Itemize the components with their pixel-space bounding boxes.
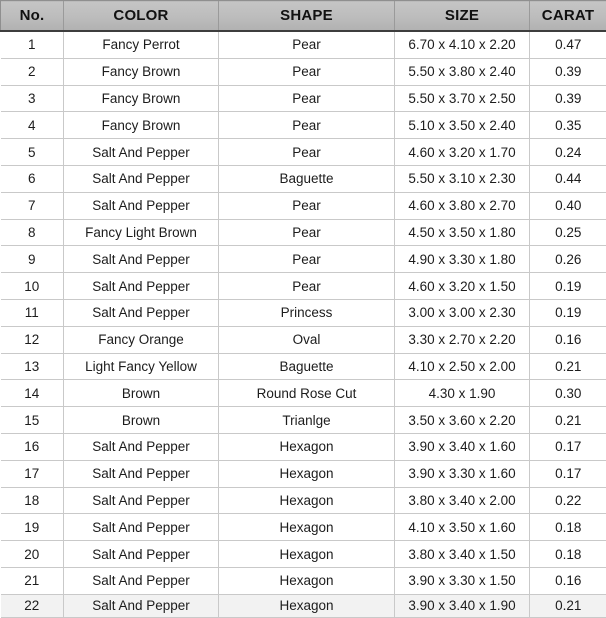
table-row [1,165,606,192]
cell-size: 4.90 x 3.30 x 1.80 [395,246,530,273]
cell-color: Fancy Light Brown [64,219,219,246]
cell-size: 5.50 x 3.80 x 2.40 [395,58,530,85]
cell-carat: 0.25 [530,219,606,246]
table-header [1,1,606,32]
cell-no: 21 [1,567,64,594]
cell-shape: Pear [219,192,395,219]
cell-carat: 0.39 [530,85,606,112]
cell-shape: Pear [219,139,395,166]
table-row [1,219,606,246]
cell-size: 5.50 x 3.70 x 2.50 [395,85,530,112]
column-header-shape: SHAPE [219,1,395,32]
cell-shape: Round Rose Cut [219,380,395,407]
cell-color: Fancy Orange [64,326,219,353]
table-row [1,353,606,380]
table-row [1,31,606,58]
cell-size: 5.10 x 3.50 x 2.40 [395,112,530,139]
cell-no: 6 [1,165,64,192]
cell-no: 4 [1,112,64,139]
cell-carat: 0.21 [530,353,606,380]
cell-no: 1 [1,31,64,58]
table-row [1,326,606,353]
cell-carat: 0.22 [530,487,606,514]
cell-size: 4.10 x 3.50 x 1.60 [395,514,530,541]
cell-shape: Pear [219,58,395,85]
table-row [1,594,606,617]
cell-shape: Pear [219,85,395,112]
cell-size: 4.50 x 3.50 x 1.80 [395,219,530,246]
table-row [1,58,606,85]
cell-color: Brown [64,380,219,407]
cell-shape: Oval [219,326,395,353]
table-row [1,139,606,166]
cell-carat: 0.17 [530,433,606,460]
cell-size: 3.50 x 3.60 x 2.20 [395,407,530,434]
cell-no: 7 [1,192,64,219]
cell-size: 4.60 x 3.20 x 1.70 [395,139,530,166]
cell-carat: 0.21 [530,594,606,617]
cell-carat: 0.26 [530,246,606,273]
cell-color: Salt And Pepper [64,139,219,166]
cell-color: Salt And Pepper [64,246,219,273]
table-row [1,407,606,434]
table-body [1,31,606,617]
cell-shape: Hexagon [219,487,395,514]
cell-carat: 0.17 [530,460,606,487]
cell-size: 3.90 x 3.30 x 1.50 [395,567,530,594]
cell-no: 19 [1,514,64,541]
cell-shape: Princess [219,299,395,326]
cell-no: 17 [1,460,64,487]
cell-color: Salt And Pepper [64,460,219,487]
cell-color: Salt And Pepper [64,567,219,594]
cell-shape: Pear [219,112,395,139]
cell-carat: 0.39 [530,58,606,85]
table-row [1,567,606,594]
cell-size: 4.60 x 3.80 x 2.70 [395,192,530,219]
cell-size: 3.00 x 3.00 x 2.30 [395,299,530,326]
cell-color: Salt And Pepper [64,165,219,192]
cell-no: 3 [1,85,64,112]
cell-no: 12 [1,326,64,353]
cell-carat: 0.35 [530,112,606,139]
table-row [1,246,606,273]
cell-carat: 0.19 [530,273,606,300]
cell-size: 4.10 x 2.50 x 2.00 [395,353,530,380]
cell-shape: Pear [219,273,395,300]
cell-carat: 0.40 [530,192,606,219]
cell-shape: Pear [219,31,395,58]
cell-color: Fancy Brown [64,85,219,112]
cell-size: 4.30 x 1.90 [395,380,530,407]
cell-color: Fancy Brown [64,58,219,85]
table-row [1,541,606,568]
cell-color: Light Fancy Yellow [64,353,219,380]
cell-shape: Hexagon [219,433,395,460]
cell-no: 22 [1,594,64,617]
cell-color: Salt And Pepper [64,273,219,300]
cell-no: 20 [1,541,64,568]
cell-carat: 0.18 [530,541,606,568]
cell-size: 4.60 x 3.20 x 1.50 [395,273,530,300]
cell-shape: Hexagon [219,567,395,594]
cell-no: 5 [1,139,64,166]
table-row [1,514,606,541]
cell-carat: 0.19 [530,299,606,326]
cell-shape: Hexagon [219,541,395,568]
column-header-size: SIZE [395,1,530,32]
cell-color: Salt And Pepper [64,541,219,568]
cell-size: 5.50 x 3.10 x 2.30 [395,165,530,192]
table-row [1,487,606,514]
cell-no: 11 [1,299,64,326]
cell-size: 3.90 x 3.40 x 1.90 [395,594,530,617]
cell-no: 2 [1,58,64,85]
cell-size: 6.70 x 4.10 x 2.20 [395,31,530,58]
cell-shape: Baguette [219,353,395,380]
cell-shape: Hexagon [219,594,395,617]
cell-carat: 0.47 [530,31,606,58]
cell-carat: 0.16 [530,567,606,594]
cell-carat: 0.21 [530,407,606,434]
cell-color: Fancy Perrot [64,31,219,58]
cell-color: Salt And Pepper [64,192,219,219]
cell-color: Brown [64,407,219,434]
cell-no: 18 [1,487,64,514]
cell-no: 14 [1,380,64,407]
table-row [1,85,606,112]
cell-no: 9 [1,246,64,273]
cell-carat: 0.16 [530,326,606,353]
column-header-color: COLOR [64,1,219,32]
cell-shape: Trianlge [219,407,395,434]
table-row [1,460,606,487]
column-header-carat: CARAT [530,1,606,32]
cell-color: Salt And Pepper [64,299,219,326]
cell-carat: 0.44 [530,165,606,192]
cell-size: 3.30 x 2.70 x 2.20 [395,326,530,353]
table-row [1,273,606,300]
cell-color: Salt And Pepper [64,514,219,541]
cell-shape: Hexagon [219,514,395,541]
cell-color: Salt And Pepper [64,487,219,514]
cell-shape: Pear [219,246,395,273]
cell-size: 3.80 x 3.40 x 1.50 [395,541,530,568]
cell-size: 3.90 x 3.30 x 1.60 [395,460,530,487]
cell-size: 3.80 x 3.40 x 2.00 [395,487,530,514]
cell-carat: 0.30 [530,380,606,407]
table-row [1,433,606,460]
cell-shape: Baguette [219,165,395,192]
table-row [1,380,606,407]
cell-shape: Pear [219,219,395,246]
table-row [1,192,606,219]
table-row [1,112,606,139]
cell-shape: Hexagon [219,460,395,487]
cell-no: 16 [1,433,64,460]
cell-carat: 0.24 [530,139,606,166]
table-row [1,299,606,326]
cell-no: 15 [1,407,64,434]
cell-no: 13 [1,353,64,380]
cell-no: 10 [1,273,64,300]
cell-carat: 0.18 [530,514,606,541]
cell-color: Salt And Pepper [64,433,219,460]
column-header-no: No. [1,1,64,32]
cell-size: 3.90 x 3.40 x 1.60 [395,433,530,460]
cell-color: Fancy Brown [64,112,219,139]
header-row [1,1,606,32]
cell-color: Salt And Pepper [64,594,219,617]
cell-no: 8 [1,219,64,246]
